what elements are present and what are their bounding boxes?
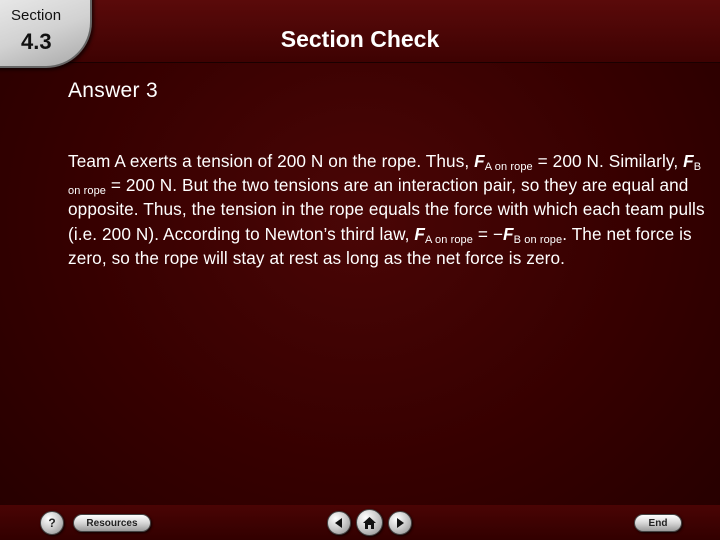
previous-button[interactable] [327, 511, 351, 535]
text-run: = 200 N. Similarly, [532, 151, 684, 171]
next-button[interactable] [388, 511, 412, 535]
text-run: = 200 N. But the two tensions are an interaction pair, so they are equal and opposite. Thus, the tension in the rope equals the force with which each team pulls (i.e. 200 N). According to Newton’s third law, [68, 175, 705, 244]
text-run: = − [473, 223, 504, 244]
text-run: Team A exerts a tension of 200 N on the rope. Thus, [68, 151, 475, 171]
help-button[interactable] [40, 511, 64, 535]
answer-paragraph [68, 149, 708, 270]
home-button[interactable] [356, 509, 383, 536]
end-button[interactable]: End [634, 514, 682, 532]
home-icon [362, 516, 377, 530]
force-symbol: F [683, 151, 694, 171]
help-icon: ? [48, 516, 56, 530]
force-subscript: B on rope [513, 233, 563, 246]
text-run: . The net force is zero, so the rope will stay at rest as long as the net force is zero. [68, 223, 692, 268]
answer-heading: Answer 3 [68, 79, 158, 102]
next-arrow-icon [394, 517, 406, 529]
force-subscript: A on rope [484, 161, 533, 173]
section-label: Section [11, 7, 62, 24]
force-symbol: F [503, 223, 514, 244]
section-number: 4.3 [21, 29, 52, 54]
force-symbol: F [414, 223, 425, 244]
resources-button[interactable]: Resources [73, 514, 151, 532]
force-subscript: A on rope [425, 233, 473, 246]
force-symbol: F [474, 151, 485, 171]
page-title-text: Section Check [280, 26, 440, 52]
page-title [0, 26, 720, 53]
force-subscript: B on rope [68, 161, 702, 198]
previous-arrow-icon [333, 517, 345, 529]
